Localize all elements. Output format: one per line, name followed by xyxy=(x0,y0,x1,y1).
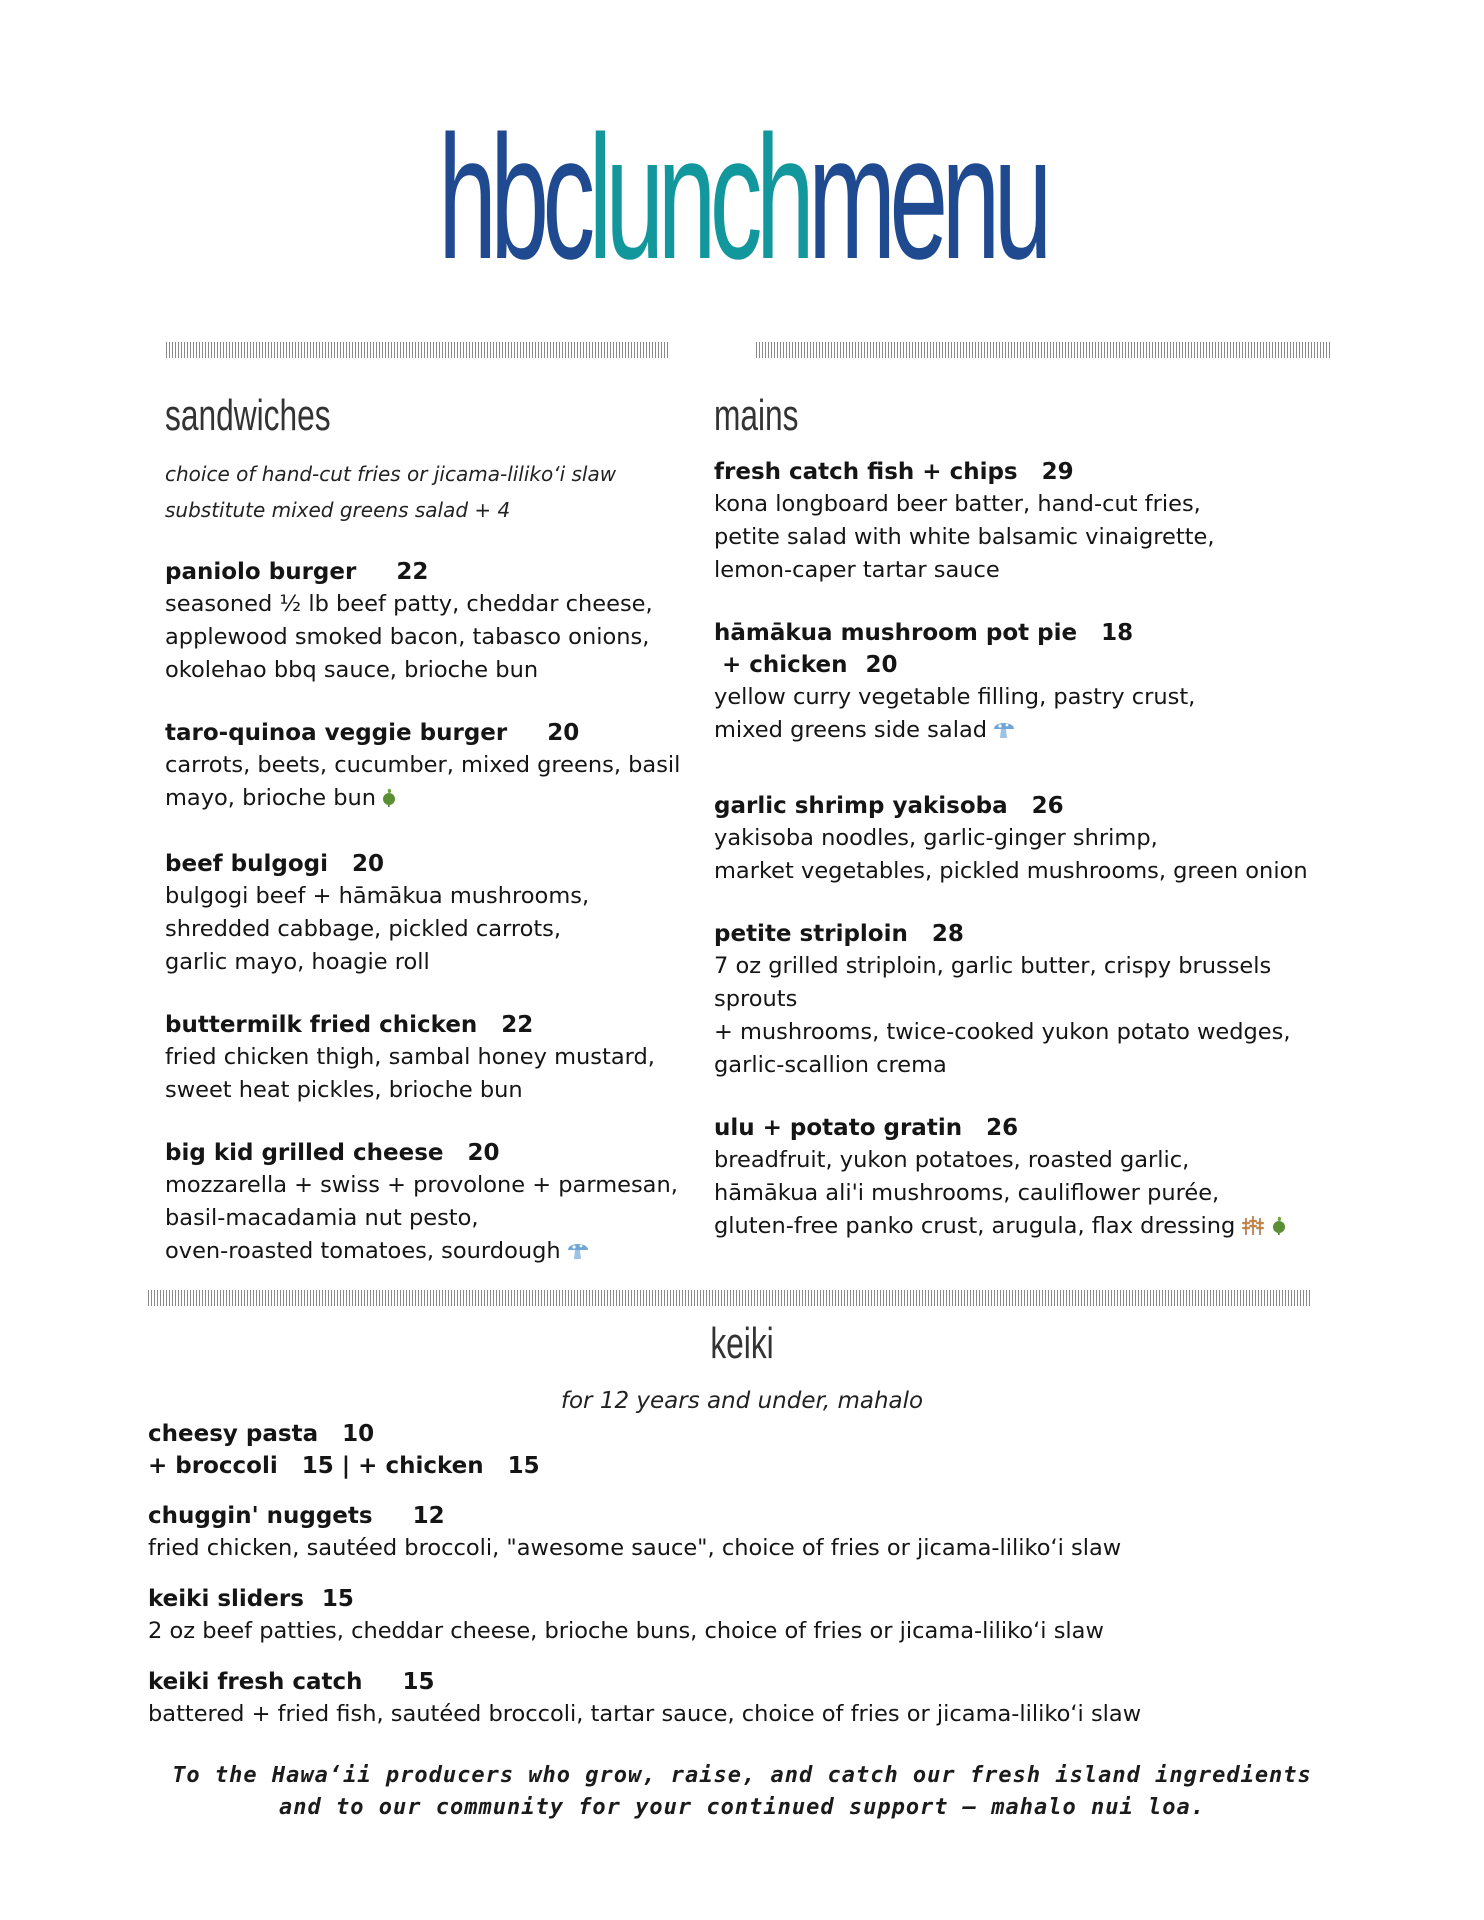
menu-item xyxy=(714,790,1354,888)
item-description: yakisoba noodles, garlic-ginger shrimp, xyxy=(714,825,1158,851)
title-part-menu: menu xyxy=(808,100,1046,296)
item-price: 28 xyxy=(931,921,964,947)
item-name: hāmākua mushroom pot pie xyxy=(714,620,1078,646)
item-description: kona longboard beer batter, hand-cut fries, xyxy=(714,491,1201,517)
keiki-item xyxy=(148,1418,1348,1482)
menu-item xyxy=(165,848,725,979)
keiki-item xyxy=(148,1500,1348,1565)
item-name: fresh catch fish + chips xyxy=(714,459,1018,485)
item-name: petite striploin xyxy=(714,921,908,947)
item-name: beef bulgogi xyxy=(165,851,329,877)
sandwiches-note-substitute: substitute mixed greens salad + 4 xyxy=(165,498,511,522)
item-description: seasoned ½ lb beef patty, cheddar cheese, xyxy=(165,591,653,617)
item-description: lemon-caper tartar sauce xyxy=(714,557,1000,583)
item-description: bulgogi beef + hāmākua mushrooms, xyxy=(165,883,590,909)
item-addon-name: + chicken xyxy=(722,652,848,678)
section-heading-keiki: keiki xyxy=(710,1319,774,1368)
item-description: applewood smoked bacon, tabasco onions, xyxy=(165,624,650,650)
item-price: 22 xyxy=(396,559,429,585)
item-price: 10 xyxy=(342,1421,375,1447)
item-name: buttermilk fried chicken xyxy=(165,1012,478,1038)
item-description: mozzarella + swiss + provolone + parmesan, xyxy=(165,1172,678,1198)
item-name: keiki sliders xyxy=(148,1586,304,1612)
item-description: shredded cabbage, pickled carrots, xyxy=(165,916,562,942)
item-description: carrots, beets, cucumber, mixed greens, basil xyxy=(165,752,681,778)
keiki-item xyxy=(148,1666,1348,1731)
item-description: fried chicken thigh, sambal honey mustard, xyxy=(165,1044,655,1070)
item-description: garlic-scallion crema xyxy=(714,1052,947,1078)
item-description: sweet heat pickles, brioche bun xyxy=(165,1077,523,1103)
item-addon-price: 20 xyxy=(865,652,898,678)
menu-item xyxy=(714,456,1354,587)
item-description: 7 oz grilled striploin, garlic butter, crispy brussels sprouts xyxy=(714,953,1272,1012)
item-description: battered + fried fish, sautéed broccoli, tartar sauce, choice of fries or jicama-liliko‘i slaw xyxy=(148,1701,1142,1727)
item-price: 22 xyxy=(501,1012,534,1038)
menu-title xyxy=(297,100,1187,296)
sandwiches-note-sides: choice of hand-cut fries or jicama-liliko‘i slaw xyxy=(165,462,617,486)
item-description: mixed greens side salad xyxy=(714,717,988,743)
item-description: garlic mayo, hoagie roll xyxy=(165,949,430,975)
footer-dedication xyxy=(0,1760,1484,1824)
menu-item xyxy=(714,1112,1354,1246)
item-description: market vegetables, pickled mushrooms, green onion xyxy=(714,858,1308,884)
menu-item xyxy=(165,717,725,818)
item-name: cheesy pasta xyxy=(148,1421,319,1447)
item-price: 29 xyxy=(1041,459,1074,485)
keiki-list xyxy=(148,1418,1348,1749)
item-price: 20 xyxy=(352,851,385,877)
item-description: breadfruit, yukon potatoes, roasted garlic, xyxy=(714,1147,1190,1173)
keiki-item xyxy=(148,1583,1348,1648)
item-name: big kid grilled cheese xyxy=(165,1140,444,1166)
item-description: oven-roasted tomatoes, sourdough xyxy=(165,1238,561,1264)
item-name: chuggin' nuggets xyxy=(148,1503,373,1529)
item-name: taro-quinoa veggie burger xyxy=(165,720,508,746)
footer-line-1: To the Hawa‘ii producers who grow, raise, and catch our fresh island ingredients xyxy=(172,1763,1312,1788)
item-price: 20 xyxy=(467,1140,500,1166)
item-description: + mushrooms, twice-cooked yukon potato wedges, xyxy=(714,1019,1291,1045)
keiki-age-note: for 12 years and under, mahalo xyxy=(560,1388,924,1414)
item-price: 26 xyxy=(1031,793,1064,819)
section-heading-mains: mains xyxy=(714,391,799,440)
item-name: paniolo burger xyxy=(165,559,357,585)
mains-column xyxy=(714,456,1354,1276)
vegan-leaf-icon xyxy=(381,785,397,818)
menu-item xyxy=(165,556,725,687)
divider-left xyxy=(166,342,670,358)
item-name: garlic shrimp yakisoba xyxy=(714,793,1008,819)
item-name: keiki fresh catch xyxy=(148,1669,363,1695)
item-description: 2 oz beef patties, cheddar cheese, brioche buns, choice of fries or jicama-liliko‘i slaw xyxy=(148,1618,1104,1644)
gluten-free-wheat-icon xyxy=(1240,1213,1266,1246)
item-description: hāmākua ali'i mushrooms, cauliflower purée, xyxy=(714,1180,1220,1206)
menu-item xyxy=(714,918,1354,1082)
divider-right xyxy=(756,342,1332,358)
divider-full xyxy=(148,1290,1312,1306)
item-description: petite salad with white balsamic vinaigrette, xyxy=(714,524,1215,550)
item-description: yellow curry vegetable filling, pastry crust, xyxy=(714,684,1196,710)
vegetarian-mushroom-icon xyxy=(566,1238,590,1271)
keiki-addons: + broccoli 15 | + chicken 15 xyxy=(148,1453,540,1479)
item-price: 12 xyxy=(412,1503,445,1529)
item-name: ulu + potato gratin xyxy=(714,1115,963,1141)
section-heading-sandwiches: sandwiches xyxy=(165,391,331,440)
footer-line-2: and to our community for your continued support – mahalo nui loa. xyxy=(279,1795,1205,1820)
item-price: 15 xyxy=(321,1586,354,1612)
vegan-leaf-icon xyxy=(1271,1213,1287,1246)
vegetarian-mushroom-icon xyxy=(992,717,1016,750)
item-price: 18 xyxy=(1101,620,1134,646)
item-price: 20 xyxy=(547,720,580,746)
item-description: fried chicken, sautéed broccoli, "awesome sauce", choice of fries or jicama-liliko‘i slaw xyxy=(148,1535,1122,1561)
item-description: basil-macadamia nut pesto, xyxy=(165,1205,479,1231)
menu-item xyxy=(165,1137,725,1271)
item-description: mayo, brioche bun xyxy=(165,785,377,811)
item-price: 26 xyxy=(986,1115,1019,1141)
menu-item xyxy=(165,1009,725,1107)
sandwiches-column xyxy=(165,456,725,1301)
title-part-lunch: lunch xyxy=(588,100,809,296)
item-description: okolehao bbq sauce, brioche bun xyxy=(165,657,539,683)
menu-item xyxy=(714,617,1354,750)
item-description: gluten-free panko crust, arugula, flax dressing xyxy=(714,1213,1236,1239)
title-part-hbc: hbc xyxy=(438,100,589,296)
item-price: 15 xyxy=(402,1669,435,1695)
